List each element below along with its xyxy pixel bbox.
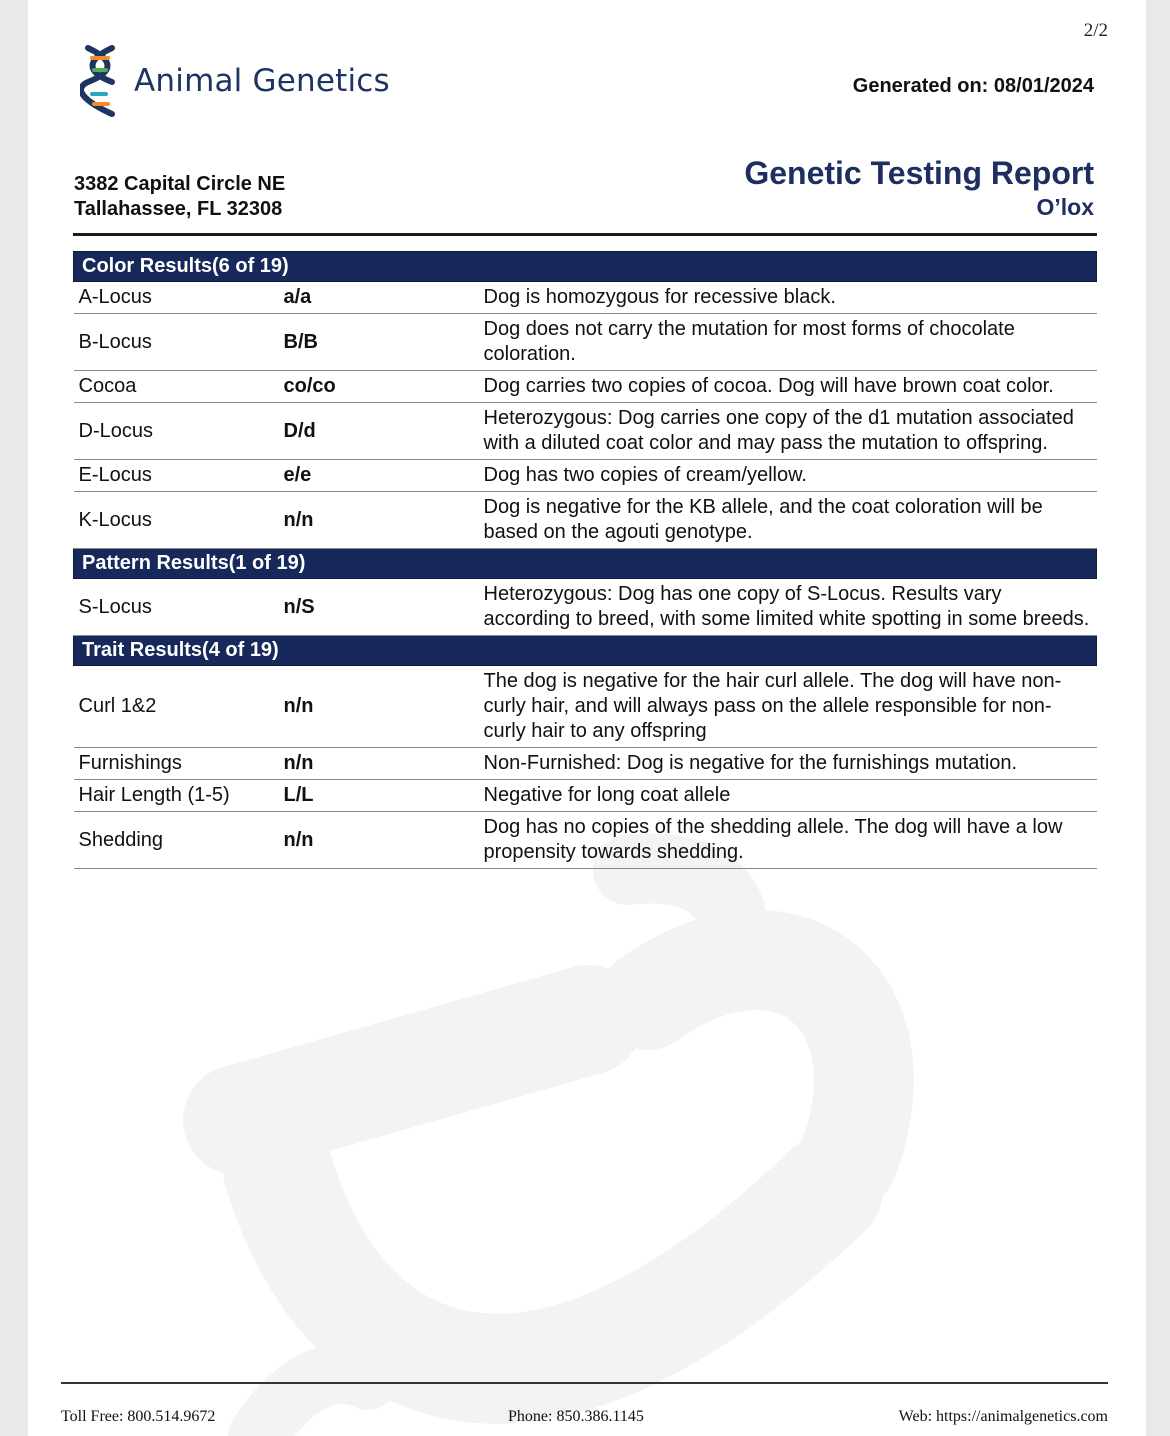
test-interpretation: Non-Furnished: Dog is negative for the furnishings mutation. [479,748,1097,780]
footer-divider [61,1382,1108,1384]
test-interpretation: Dog carries two copies of cocoa. Dog will have brown coat color. [479,371,1097,403]
test-interpretation: Dog does not carry the mutation for most forms of chocolate coloration. [479,314,1097,371]
section-title: Pattern Results(1 of 19) [74,549,1097,579]
table-row [74,403,1097,460]
test-name: Shedding [74,812,279,869]
table-row [74,492,1097,549]
test-interpretation: The dog is negative for the hair curl allele. The dog will have non-curly hair, and will always pass on the allele responsible for non-curly hair to any offspring [479,666,1097,748]
table-row [74,282,1097,314]
table-row [74,314,1097,371]
footer-web: Web: https://animalgenetics.com [898,1408,1108,1425]
table-row [74,579,1097,636]
footer-phone: Phone: 850.386.1145 [508,1408,644,1425]
company-name: Animal Genetics [134,63,390,99]
test-name: Hair Length (1-5) [74,780,279,812]
test-result: n/S [279,579,479,636]
test-result: n/n [279,492,479,549]
address-line-1: 3382 Capital Circle NE [74,173,286,195]
address-line-2: Tallahassee, FL 32308 [74,198,283,220]
section-title: Color Results(6 of 19) [74,252,1097,282]
results-table [73,251,1097,869]
test-result: a/a [279,282,479,314]
test-name: Furnishings [74,748,279,780]
test-result: B/B [279,314,479,371]
test-result: D/d [279,403,479,460]
test-name: Cocoa [74,371,279,403]
test-result: n/n [279,748,479,780]
test-name: K-Locus [74,492,279,549]
test-interpretation: Dog has no copies of the shedding allele. The dog will have a low propensity towards shedding. [479,812,1097,869]
section-title: Trait Results(4 of 19) [74,636,1097,666]
test-interpretation: Negative for long coat allele [479,780,1097,812]
generated-date: Generated on: 08/01/2024 [852,75,1094,97]
table-row [74,460,1097,492]
table-row [74,748,1097,780]
test-interpretation: Dog is homozygous for recessive black. [479,282,1097,314]
table-row [74,371,1097,403]
test-interpretation: Heterozygous: Dog carries one copy of the d1 mutation associated with a diluted coat color and may pass the mutation to offspring. [479,403,1097,460]
section-header [74,252,1097,282]
test-name: D-Locus [74,403,279,460]
test-result: n/n [279,666,479,748]
test-interpretation: Dog is negative for the KB allele, and the coat coloration will be based on the agouti genotype. [479,492,1097,549]
test-name: Curl 1&2 [74,666,279,748]
test-result: L/L [279,780,479,812]
report-subject: O’lox [1036,194,1094,220]
test-name: B-Locus [74,314,279,371]
test-result: n/n [279,812,479,869]
test-name: A-Locus [74,282,279,314]
table-row [74,812,1097,869]
test-name: S-Locus [74,579,279,636]
footer-toll-free: Toll Free: 800.514.9672 [61,1408,216,1425]
dna-logo-icon [80,44,120,118]
company-logo [80,44,390,118]
test-interpretation: Heterozygous: Dog has one copy of S-Locus. Results vary according to breed, with some limited white spotting in some breeds. [479,579,1097,636]
lab-address [74,172,285,222]
report-title: Genetic Testing Report [744,155,1094,191]
section-header [74,549,1097,579]
test-result: co/co [279,371,479,403]
test-result: e/e [279,460,479,492]
report-page [28,0,1146,1436]
test-name: E-Locus [74,460,279,492]
header-divider [73,233,1097,236]
report-heading [744,154,1094,222]
page-number: 2/2 [1083,20,1108,41]
table-row [74,666,1097,748]
table-row [74,780,1097,812]
section-header [74,636,1097,666]
test-interpretation: Dog has two copies of cream/yellow. [479,460,1097,492]
